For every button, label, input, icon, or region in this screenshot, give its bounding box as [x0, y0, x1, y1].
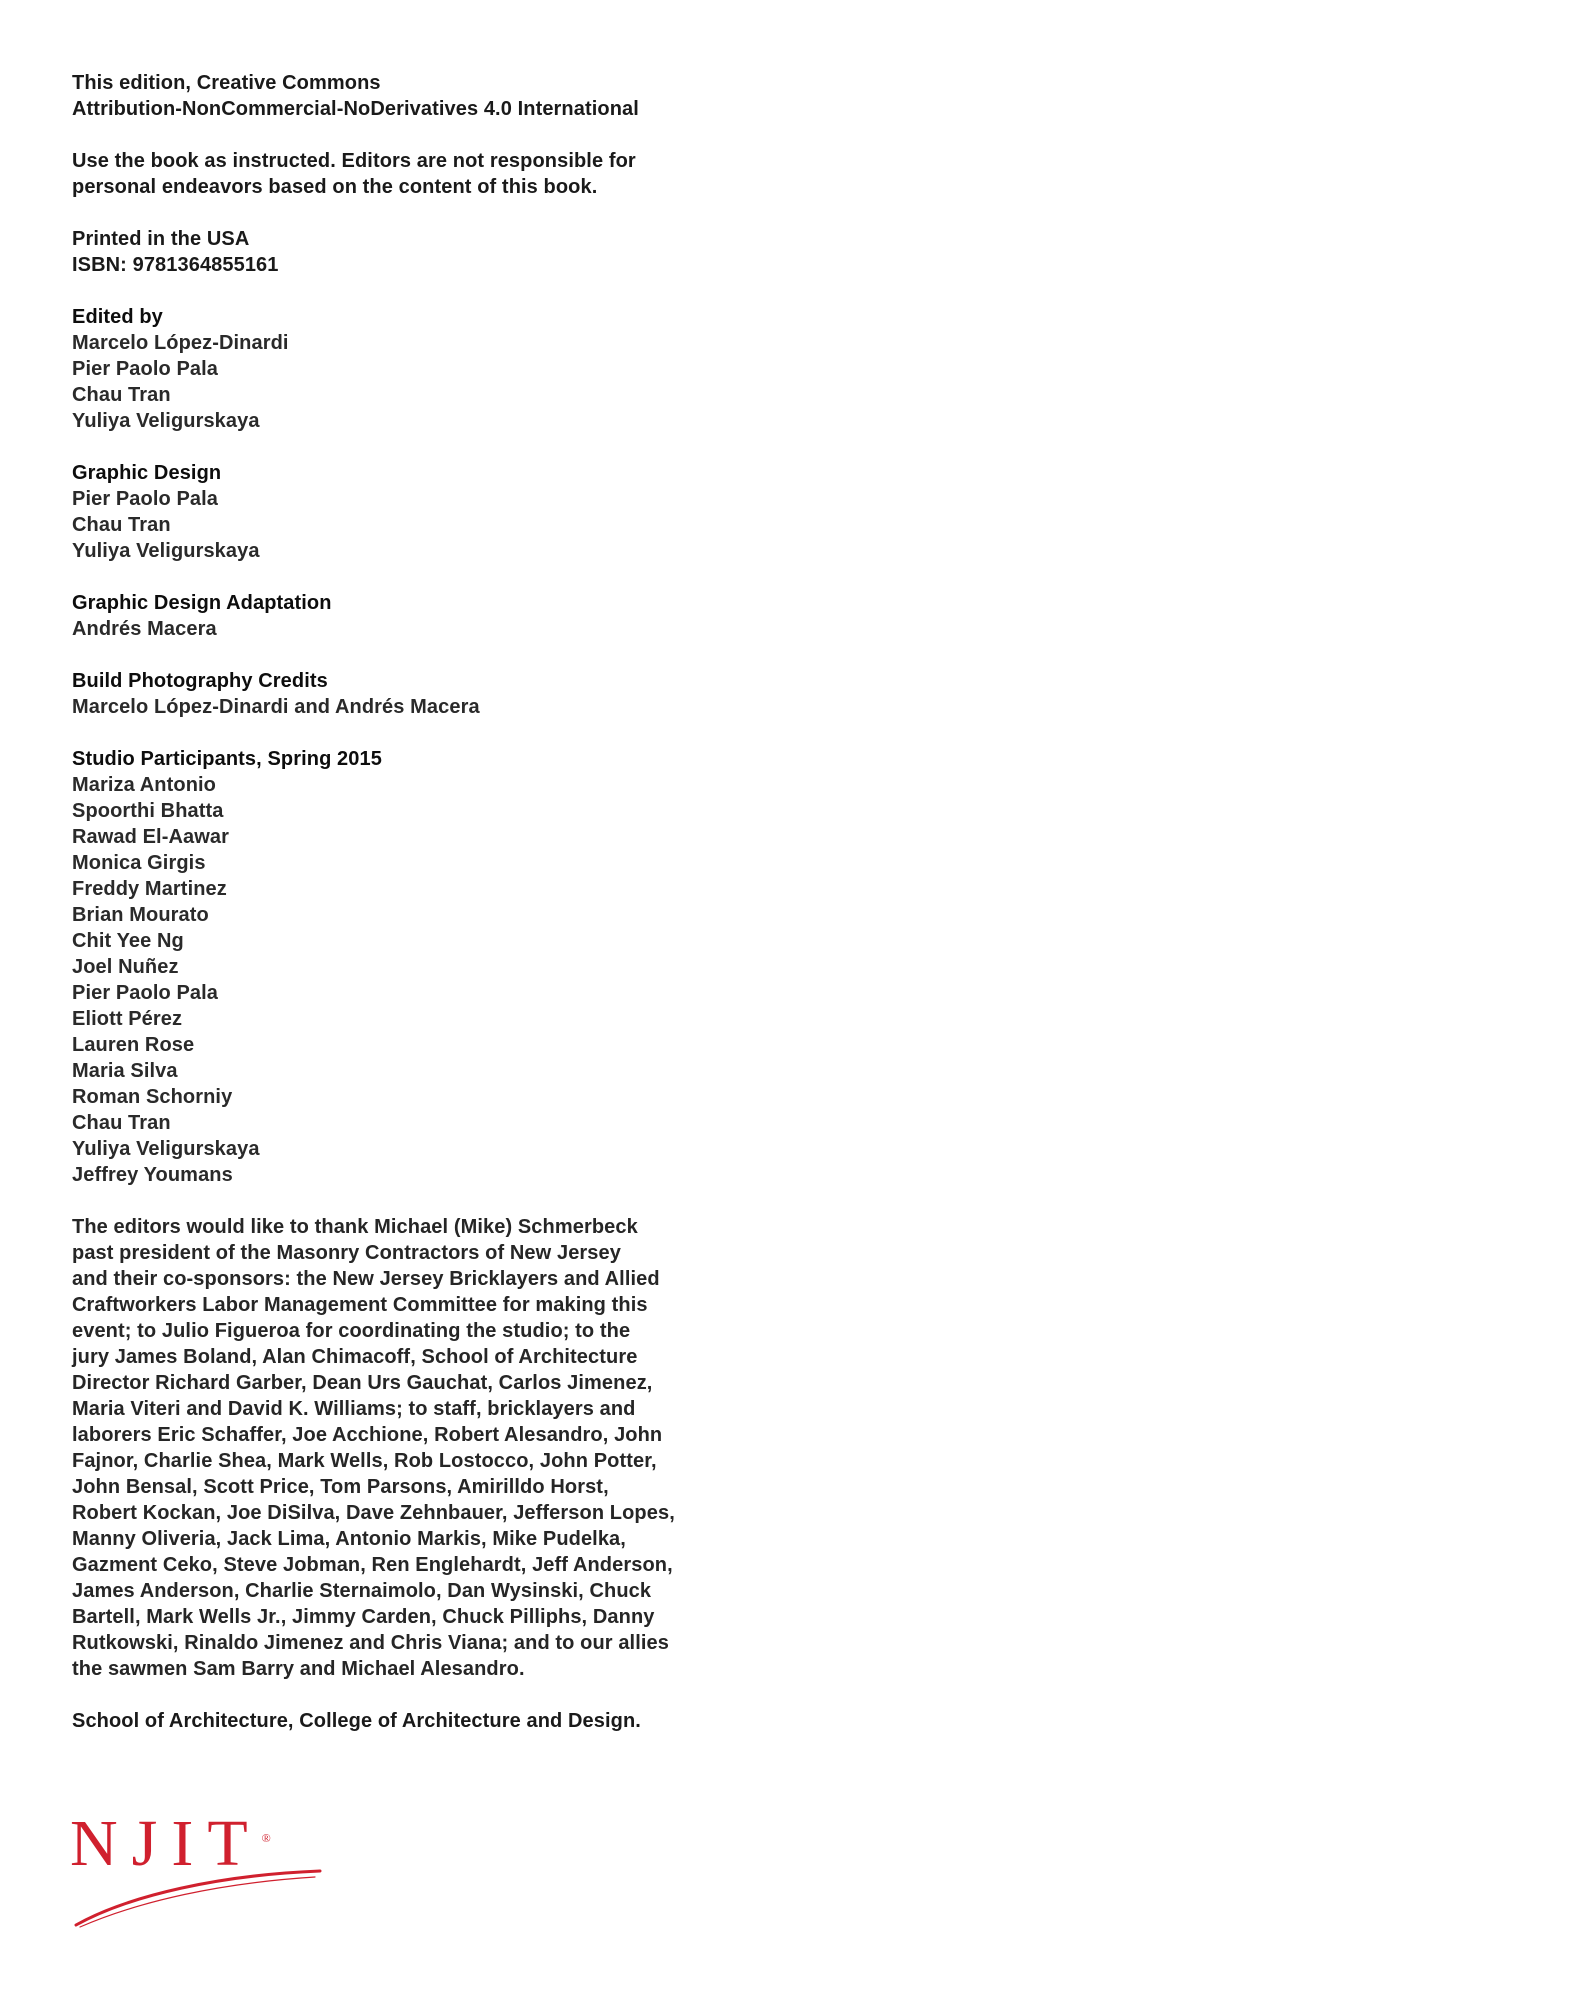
- license-line-2: Attribution-NonCommercial-NoDerivatives 4.0 International: [72, 98, 639, 120]
- isbn: ISBN: 9781364855161: [72, 254, 279, 276]
- participant-name: Maria Silva: [72, 1060, 178, 1082]
- njit-logo: [70, 1805, 330, 1935]
- graphic-design-heading: Graphic Design: [72, 462, 222, 484]
- disclaimer-line-1: Use the book as instructed. Editors are not responsible for: [72, 150, 636, 172]
- acknowledgement-line: jury James Boland, Alan Chimacoff, School of Architecture: [72, 1346, 638, 1368]
- adaptation-name: Andrés Macera: [72, 618, 217, 640]
- disclaimer-line-2: personal endeavors based on the content of this book.: [72, 176, 598, 198]
- acknowledgements-block: [72, 1214, 712, 1682]
- acknowledgement-line: Fajnor, Charlie Shea, Mark Wells, Rob Lostocco, John Potter,: [72, 1450, 657, 1472]
- participant-name: Monica Girgis: [72, 852, 206, 874]
- participant-name: Chau Tran: [72, 1112, 171, 1134]
- acknowledgement-line: Bartell, Mark Wells Jr., Jimmy Carden, Chuck Pilliphs, Danny: [72, 1606, 655, 1628]
- photography-credit: Marcelo López-Dinardi and Andrés Macera: [72, 696, 480, 718]
- editor-name: Yuliya Veligurskaya: [72, 410, 260, 432]
- disclaimer-block: [72, 148, 712, 200]
- acknowledgement-line: past president of the Masonry Contractors of New Jersey: [72, 1242, 621, 1264]
- editor-name: Marcelo López-Dinardi: [72, 332, 289, 354]
- participant-name: Mariza Antonio: [72, 774, 216, 796]
- acknowledgement-line: Rutkowski, Rinaldo Jimenez and Chris Viana; and to our allies: [72, 1632, 669, 1654]
- acknowledgement-line: laborers Eric Schaffer, Joe Acchione, Robert Alesandro, John: [72, 1424, 663, 1446]
- participant-name: Joel Nuñez: [72, 956, 179, 978]
- participant-name: Rawad El-Aawar: [72, 826, 230, 848]
- edited-by-heading: Edited by: [72, 306, 163, 328]
- institution-block: [72, 1708, 712, 1734]
- participant-name: Yuliya Veligurskaya: [72, 1138, 260, 1160]
- designer-name: Yuliya Veligurskaya: [72, 540, 260, 562]
- acknowledgement-line: the sawmen Sam Barry and Michael Alesandro.: [72, 1658, 525, 1680]
- participant-name: Jeffrey Youmans: [72, 1164, 233, 1186]
- acknowledgement-line: event; to Julio Figueroa for coordinating the studio; to the: [72, 1320, 631, 1342]
- participant-name: Brian Mourato: [72, 904, 209, 926]
- acknowledgement-line: John Bensal, Scott Price, Tom Parsons, Amirilldo Horst,: [72, 1476, 609, 1498]
- participant-name: Chit Yee Ng: [72, 930, 184, 952]
- editor-name: Pier Paolo Pala: [72, 358, 219, 380]
- registered-mark: ®: [261, 1831, 271, 1845]
- graphic-design-adaptation-block: [72, 590, 712, 642]
- participant-name: Roman Schorniy: [72, 1086, 233, 1108]
- participant-name: Eliott Pérez: [72, 1008, 183, 1030]
- acknowledgement-line: The editors would like to thank Michael (Mike) Schmerbeck: [72, 1216, 638, 1238]
- acknowledgement-line: Craftworkers Labor Management Committee for making this: [72, 1294, 648, 1316]
- acknowledgement-line: and their co-sponsors: the New Jersey Bricklayers and Allied: [72, 1268, 660, 1290]
- designer-name: Chau Tran: [72, 514, 171, 536]
- editor-name: Chau Tran: [72, 384, 171, 406]
- printing-block: [72, 226, 712, 278]
- acknowledgement-line: Maria Viteri and David K. Williams; to staff, bricklayers and: [72, 1398, 636, 1420]
- participant-name: Pier Paolo Pala: [72, 982, 219, 1004]
- graphic-design-block: [72, 460, 712, 564]
- participant-name: Lauren Rose: [72, 1034, 195, 1056]
- njit-logo-text: [70, 1805, 271, 1880]
- edited-by-block: [72, 304, 712, 434]
- institution-line: School of Architecture, College of Architecture and Design.: [72, 1710, 641, 1732]
- license-line-1: This edition, Creative Commons: [72, 72, 381, 94]
- license-block: [72, 70, 712, 122]
- acknowledgement-line: Director Richard Garber, Dean Urs Gauchat, Carlos Jimenez,: [72, 1372, 653, 1394]
- studio-participants-block: [72, 746, 712, 1188]
- graphic-design-adaptation-heading: Graphic Design Adaptation: [72, 592, 332, 614]
- participant-name: Spoorthi Bhatta: [72, 800, 224, 822]
- acknowledgement-line: Manny Oliveria, Jack Lima, Antonio Markis, Mike Pudelka,: [72, 1528, 626, 1550]
- build-photography-block: [72, 668, 712, 720]
- studio-participants-heading: Studio Participants, Spring 2015: [72, 748, 382, 770]
- designer-name: Pier Paolo Pala: [72, 488, 219, 510]
- build-photography-heading: Build Photography Credits: [72, 670, 328, 692]
- printed-in: Printed in the USA: [72, 228, 250, 250]
- njit-wordmark: NJIT: [70, 1807, 262, 1880]
- participant-name: Freddy Martinez: [72, 878, 227, 900]
- acknowledgement-line: James Anderson, Charlie Sternaimolo, Dan Wysinski, Chuck: [72, 1580, 652, 1602]
- colophon-page: [72, 70, 712, 1760]
- acknowledgement-line: Gazment Ceko, Steve Jobman, Ren Englehardt, Jeff Anderson,: [72, 1554, 673, 1576]
- acknowledgement-line: Robert Kockan, Joe DiSilva, Dave Zehnbauer, Jefferson Lopes,: [72, 1502, 675, 1524]
